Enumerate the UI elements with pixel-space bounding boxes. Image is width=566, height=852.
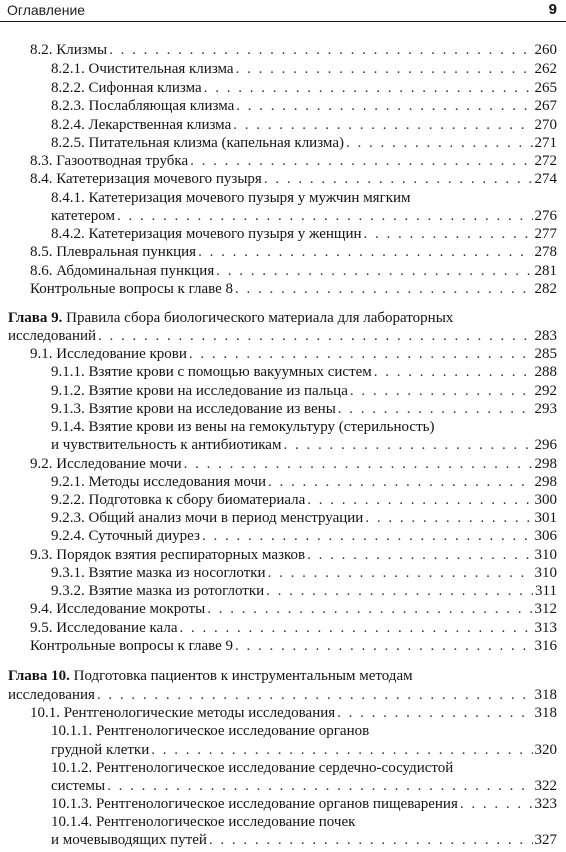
running-header: [0, 0, 566, 22]
toc-page: 262: [534, 61, 557, 77]
leader-dots: [198, 243, 532, 262]
leader-dots: [374, 363, 533, 382]
leader-dots: [98, 327, 532, 346]
toc-page: 276: [534, 208, 557, 224]
toc-page: 288: [534, 364, 557, 380]
toc-entry[interactable]: 8.2. Клизмы . . . 260: [30, 41, 557, 60]
toc-entry-first-line[interactable]: 10.1.2. Рентгенологическое исследование сердечно-сосудистой: [51, 760, 454, 776]
leader-dots: [189, 345, 533, 364]
toc-entry[interactable]: 9.2.2. Подготовка к сбору биоматериала . . . 300: [51, 491, 557, 510]
toc-entry[interactable]: катетером . . . 276: [51, 207, 557, 226]
toc-entry[interactable]: 10.1. Рентгенологические методы исследования . . . 318: [30, 704, 557, 723]
chapter-number: Глава 9.: [8, 310, 63, 326]
toc-page: 272: [534, 153, 557, 169]
leader-dots: [204, 79, 533, 98]
toc-page: 293: [534, 401, 557, 417]
leader-dots: [268, 564, 533, 583]
leader-dots: [97, 686, 533, 705]
toc-entry-first-line[interactable]: 8.4.1. Катетеризация мочевого пузыря у мужчин мягким: [51, 190, 411, 206]
toc-page: 270: [534, 117, 557, 133]
toc-entry[interactable]: 8.5. Плевральная пункция . . . 278: [30, 243, 557, 262]
toc-page: 292: [534, 383, 557, 399]
toc-entry-first-line[interactable]: 9.1.4. Взятие крови из вены на гемокультуру (стерильность): [51, 419, 435, 435]
toc-entry[interactable]: 9.2.1. Методы исследования мочи . . . 298: [51, 473, 557, 492]
toc-page: 311: [535, 583, 557, 599]
header-title: Оглавление: [7, 2, 86, 18]
toc-page: 277: [534, 226, 557, 242]
toc-entry[interactable]: 10.1.3. Рентгенологическое исследование органов пищеварения . . . 323: [51, 795, 557, 814]
toc-page: 271: [534, 135, 557, 151]
toc-entry[interactable]: 8.2.4. Лекарственная клизма . . . 270: [51, 116, 557, 135]
leader-dots: [179, 619, 532, 638]
leader-dots: [190, 152, 532, 171]
toc-entry[interactable]: 8.2.3. Послабляющая клизма . . . 267: [51, 97, 557, 116]
leader-dots: [207, 600, 532, 619]
toc-page: 300: [534, 492, 557, 508]
leader-dots: [283, 436, 532, 455]
toc-entry[interactable]: 9.4. Исследование мокроты . . . 312: [30, 600, 557, 619]
toc-entry[interactable]: 8.2.5. Питательная клизма (капельная клизма) . . . 271: [51, 134, 557, 153]
toc-entry[interactable]: 8.4.2. Катетеризация мочевого пузыря у женщин . . . 277: [51, 225, 557, 244]
leader-dots: [264, 170, 533, 189]
toc-entry[interactable]: 8.2.2. Сифонная клизма . . . 265: [51, 79, 557, 98]
leader-dots: [235, 637, 532, 656]
toc-entry[interactable]: 9.3.1. Взятие мазка из носоглотки . . . 310: [51, 564, 557, 583]
chapter-number: Глава 10.: [8, 668, 70, 684]
toc-page: 265: [534, 80, 557, 96]
toc-entry[interactable]: 9.3. Порядок взятия респираторных мазков . . . 310: [30, 546, 557, 565]
toc-page: 318: [534, 687, 557, 703]
toc-entry[interactable]: 9.1.2. Взятие крови на исследование из пальца . . . 292: [51, 382, 557, 401]
leader-dots: [364, 225, 533, 244]
leader-dots: [107, 777, 532, 796]
toc-page: 260: [534, 42, 557, 58]
leader-dots: [209, 831, 533, 850]
toc-entry[interactable]: 9.2.4. Суточный диурез . . . 306: [51, 527, 557, 546]
leader-dots: [117, 207, 533, 226]
toc-page: 320: [534, 742, 557, 758]
leader-dots: [307, 491, 532, 510]
toc-page: 316: [534, 638, 557, 654]
leader-dots: [151, 741, 532, 760]
leader-dots: [365, 509, 532, 528]
toc-entry[interactable]: и мочевыводящих путей . . . 327: [51, 831, 557, 850]
chapter-heading[interactable]: Глава 10. Подготовка пациентов к инструментальным методам: [8, 668, 413, 684]
toc-page: 278: [534, 244, 557, 260]
toc-page: 281: [534, 263, 557, 279]
toc-page: 310: [534, 565, 557, 581]
leader-dots: [216, 262, 532, 281]
toc-page: 282: [534, 281, 557, 297]
toc-entry[interactable]: 8.6. Абдоминальная пункция . . . 281: [30, 262, 557, 281]
toc-page: 285: [534, 346, 557, 362]
toc-entry[interactable]: исследования . . . 318: [8, 686, 557, 705]
toc-entry[interactable]: грудной клетки . . . 320: [51, 741, 557, 760]
toc-entry[interactable]: 9.1.3. Взятие крови на исследование из вены . . . 293: [51, 400, 557, 419]
toc-page: 267: [534, 98, 557, 114]
toc-page: 274: [534, 171, 557, 187]
toc-entry[interactable]: 9.2.3. Общий анализ мочи в период менструации . . . 301: [51, 509, 557, 528]
leader-dots: [184, 455, 533, 474]
leader-dots: [202, 527, 533, 546]
leader-dots: [346, 134, 533, 153]
leader-dots: [235, 280, 532, 299]
toc-page: 283: [534, 328, 557, 344]
leader-dots: [460, 795, 533, 814]
toc-entry[interactable]: 8.3. Газоотводная трубка . . . 272: [30, 152, 557, 171]
toc-page: 327: [534, 832, 557, 848]
toc-page: 296: [534, 437, 557, 453]
toc-entry[interactable]: Контрольные вопросы к главе 9 . . . 316: [30, 637, 557, 656]
leader-dots: [307, 546, 532, 565]
toc-page: 322: [534, 778, 557, 794]
toc-entry[interactable]: 9.1. Исследование крови . . . 285: [30, 345, 557, 364]
toc-entry[interactable]: 9.2. Исследование мочи . . . 298: [30, 455, 557, 474]
toc-page: 312: [534, 601, 557, 617]
leader-dots: [350, 382, 533, 401]
toc-entry[interactable]: системы . . . 322: [51, 777, 557, 796]
leader-dots: [233, 116, 532, 135]
toc-page: 298: [534, 456, 557, 472]
chapter-heading[interactable]: Глава 9. Правила сбора биологического материала для лабораторных: [8, 310, 454, 326]
toc-entry[interactable]: Контрольные вопросы к главе 8 . . . 282: [30, 280, 557, 299]
toc-entry-first-line[interactable]: 10.1.4. Рентгенологическое исследование почек: [51, 814, 356, 830]
leader-dots: [109, 41, 532, 60]
leader-dots: [266, 582, 533, 601]
toc-entry[interactable]: 9.5. Исследование кала . . . 313: [30, 619, 557, 638]
toc-entry[interactable]: 9.3.2. Взятие мазка из ротоглотки . . . 311: [51, 582, 557, 601]
toc-page: 313: [534, 620, 557, 636]
toc-page: 310: [534, 547, 557, 563]
toc-entry[interactable]: 8.4. Катетеризация мочевого пузыря . . . 274: [30, 170, 557, 189]
toc-page: 306: [534, 528, 557, 544]
toc-entry-first-line[interactable]: 10.1.1. Рентгенологическое исследование органов: [51, 723, 370, 739]
toc-page: 323: [534, 796, 557, 812]
toc-entry[interactable]: и чувствительность к антибиотикам . . . 296: [51, 436, 557, 455]
leader-dots: [337, 704, 532, 723]
toc-entry[interactable]: 8.2.1. Очистительная клизма . . . 262: [51, 60, 557, 79]
leader-dots: [236, 60, 533, 79]
leader-dots: [236, 97, 532, 116]
page-number: 9: [548, 1, 557, 18]
toc-page: 318: [534, 705, 557, 721]
toc-entry[interactable]: исследований . . . 283: [8, 327, 557, 346]
toc-page: 298: [534, 474, 557, 490]
toc-entry[interactable]: 9.1.1. Взятие крови с помощью вакуумных систем . . . 288: [51, 363, 557, 382]
toc-page: 301: [534, 510, 557, 526]
leader-dots: [338, 400, 533, 419]
leader-dots: [268, 473, 532, 492]
